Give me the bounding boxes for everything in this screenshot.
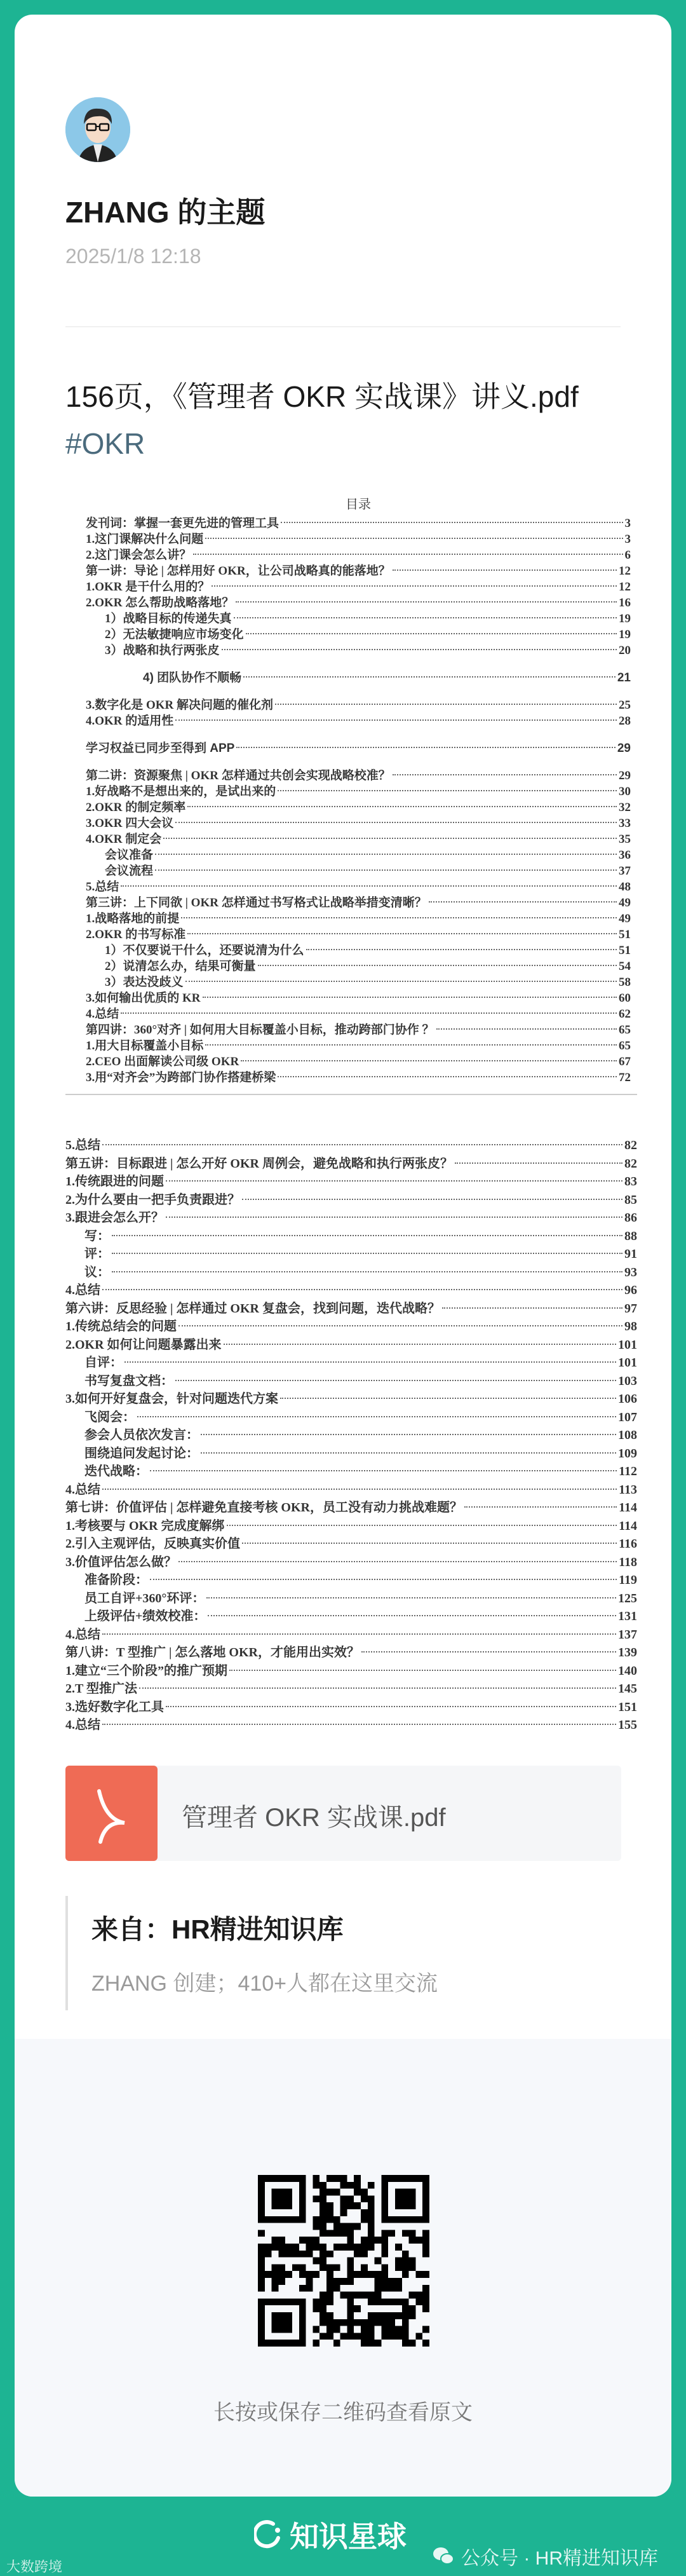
toc-leader <box>175 1380 616 1381</box>
toc-row <box>86 697 631 713</box>
toc-row <box>86 1054 631 1070</box>
toc-entry: 3）表达没歧义 <box>105 976 184 989</box>
toc-leader <box>124 1361 616 1363</box>
toc-row <box>65 1607 637 1626</box>
toc-row <box>86 1070 631 1086</box>
toc-leader <box>205 1044 617 1046</box>
toc-leader <box>464 1506 617 1508</box>
hashtag-link[interactable]: #OKR <box>65 427 145 460</box>
toc-entry: 第一讲：导论 | 怎样用好 OKR，让公司战略真的能落地？ <box>86 564 391 578</box>
toc-leader <box>275 704 617 705</box>
toc-page-number: 33 <box>619 817 631 830</box>
toc-row <box>65 1553 637 1572</box>
toc-leader <box>121 1012 617 1014</box>
toc-row <box>86 579 631 595</box>
toc-page-number: 35 <box>619 833 631 846</box>
author-name: ZHANG 的主题 <box>65 196 266 229</box>
toc-entry: 3.如何开好复盘会，针对问题迭代方案 <box>65 1392 278 1406</box>
toc-row <box>86 911 631 927</box>
toc-page-number: 88 <box>624 1229 637 1243</box>
toc-entry: 2）说清怎么办，结果可衡量 <box>105 960 256 973</box>
toc-page-number: 29 <box>617 742 631 755</box>
post-date: 2025/1/8 12:18 <box>65 245 201 268</box>
toc-list <box>65 1136 637 1734</box>
toc-row <box>86 670 631 686</box>
toc-entry: 4.总结 <box>65 1283 100 1297</box>
toc-page-number: 65 <box>619 1023 631 1037</box>
toc-row <box>86 895 631 911</box>
toc-row <box>86 800 631 815</box>
toc-row <box>65 1390 637 1408</box>
toc-entry: 发刊词：掌握一套更先进的管理工具 <box>86 517 279 530</box>
toc-leader <box>243 676 615 678</box>
toc-row <box>86 740 631 756</box>
toc-leader <box>102 1724 616 1725</box>
source-title: 来自：HR精进知识库 <box>91 1914 344 1944</box>
toc-row <box>86 515 631 531</box>
toc-entry: 自评： <box>84 1356 123 1370</box>
toc-row <box>86 713 631 729</box>
toc-entry: 3）战略和执行两张皮 <box>105 644 220 657</box>
toc-entry: 评： <box>84 1247 110 1261</box>
toc-page-number: 96 <box>624 1283 637 1297</box>
toc-page-number: 116 <box>619 1537 637 1551</box>
toc-row <box>65 1481 637 1499</box>
toc-page-number: 86 <box>624 1211 637 1225</box>
toc-page-number: 48 <box>619 880 631 894</box>
toc-row <box>65 1662 637 1680</box>
toc-row <box>65 1716 637 1734</box>
toc-page-number: 107 <box>618 1410 637 1424</box>
toc-page-number: 67 <box>619 1055 631 1068</box>
toc-row <box>65 1336 637 1354</box>
toc-row <box>65 1354 637 1372</box>
toc-entry: 1.OKR 是干什么用的？ <box>86 580 210 594</box>
toc-page-number: 83 <box>624 1175 637 1189</box>
toc-entry: 第五讲：目标跟进 | 怎么开好 OKR 周例会，避免战略和执行两张皮？ <box>65 1156 453 1171</box>
toc-leader <box>102 1144 622 1145</box>
toc-leader <box>175 719 617 721</box>
watermark-wechat <box>432 2542 658 2570</box>
topic-card <box>15 15 671 2497</box>
avatar-illustration-icon <box>65 97 130 162</box>
toc-entry: 2）无法敏捷响应市场变化 <box>105 628 244 641</box>
toc-page-number: 137 <box>618 1627 637 1642</box>
footer-brand <box>254 2514 407 2556</box>
toc-entry: 5.总结 <box>65 1138 100 1152</box>
toc-page-number: 54 <box>619 960 631 973</box>
toc-entry: 2.为什么要由一把手负责跟进？ <box>65 1192 240 1207</box>
toc-leader <box>178 1325 622 1326</box>
toc-leader <box>187 933 617 934</box>
source-subtitle: ZHANG 创建；410+人都在这里交流 <box>91 1972 438 1996</box>
toc-row <box>86 815 631 831</box>
toc-entry: 4.OKR 制定会 <box>86 833 162 846</box>
toc-entry: 第二讲：资源聚焦 | OKR 怎样通过共创会实现战略校准？ <box>86 769 391 782</box>
toc-entry: 书写复盘文档： <box>84 1373 173 1388</box>
toc-entry: 3.OKR 四大会议 <box>86 817 174 830</box>
toc-entry: 3.数字化是 OKR 解决问题的催化剂 <box>86 699 274 712</box>
toc-row <box>65 1462 637 1481</box>
toc-row <box>65 1318 637 1336</box>
toc-row <box>65 1408 637 1427</box>
toc-entry: 3.选好数字化工具 <box>65 1700 164 1714</box>
toc-entry: 4.总结 <box>86 1007 119 1021</box>
qr-section <box>15 2039 671 2497</box>
watermark-text: 公众号 · HR精进知识库 <box>461 2548 658 2569</box>
toc-row <box>86 643 631 658</box>
toc-entry: 学习权益已同步至得到 APP <box>86 742 235 755</box>
toc-page-number: 30 <box>619 785 631 798</box>
toc-leader <box>234 617 617 618</box>
toc-page-number: 106 <box>618 1392 637 1406</box>
toc-leader <box>201 1434 616 1435</box>
toc-entry: 1.好战略不是想出来的，是试出来的 <box>86 785 276 798</box>
toc-row <box>86 1006 631 1022</box>
toc-page-number: 37 <box>619 864 631 878</box>
toc-entry: 4.总结 <box>65 1718 100 1732</box>
toc-leader <box>112 1235 622 1236</box>
toc-page-number: 98 <box>624 1319 637 1333</box>
toc-entry: 3.如何输出优质的 KR <box>86 992 201 1005</box>
toc-leader <box>193 554 622 555</box>
toc-leader <box>280 1398 616 1399</box>
toc-row <box>65 1445 637 1463</box>
toc-leader <box>281 522 622 523</box>
toc-leader <box>246 633 617 634</box>
toc-row <box>65 1590 637 1608</box>
toc-row <box>65 1571 637 1590</box>
toc-entry: 1.战略落地的前提 <box>86 912 180 925</box>
toc-page-number: 29 <box>619 769 631 782</box>
toc-page-number: 6 <box>624 549 631 562</box>
toc-leader <box>241 1060 617 1061</box>
toc-leader <box>436 1028 617 1030</box>
toc-row <box>65 1517 637 1536</box>
toc-row <box>86 611 631 627</box>
toc-entry: 上级评估+绩效校准： <box>84 1609 206 1623</box>
toc-row <box>65 1372 637 1391</box>
toc-entry: 1.考核要与 OKR 完成度解绑 <box>65 1518 225 1533</box>
toc-leader <box>102 1489 617 1490</box>
toc-leader <box>201 1452 616 1454</box>
toc-row <box>65 1680 637 1698</box>
toc-leader <box>227 1525 617 1526</box>
toc-row <box>65 1155 637 1173</box>
toc-row <box>65 1245 637 1264</box>
toc-row <box>65 1300 637 1318</box>
toc-entry: 写： <box>84 1229 110 1243</box>
toc-leader <box>187 806 617 807</box>
toc-leader <box>112 1271 622 1272</box>
toc-entry: 1.这门课解决什么问题 <box>86 533 204 546</box>
toc-page-number: 32 <box>619 801 631 814</box>
toc-page-number: 19 <box>619 612 631 625</box>
toc-leader <box>242 1199 622 1200</box>
toc-entry: 会议准备 <box>105 848 154 862</box>
toc-title: 目录 <box>346 498 371 512</box>
toc-entry: 飞阅会： <box>84 1410 135 1424</box>
toc-page-number: 12 <box>619 580 631 594</box>
toc-entry: 3.用“对齐会”为跨部门协作搭建桥梁 <box>86 1071 276 1084</box>
toc-leader <box>185 981 617 982</box>
toc-page-number: 113 <box>619 1482 637 1497</box>
toc-row <box>65 1426 637 1445</box>
toc-row <box>65 1644 637 1662</box>
qr-code[interactable] <box>258 2175 429 2347</box>
toc-entry: 2.这门课会怎么讲？ <box>86 549 192 562</box>
toc-leader <box>212 585 617 587</box>
toc-leader <box>242 1543 617 1544</box>
toc-page-number: 21 <box>617 671 631 685</box>
toc-leader <box>166 1216 622 1218</box>
toc-leader <box>442 1307 622 1309</box>
toc-page-number: 49 <box>619 912 631 925</box>
toc-leader <box>178 1561 617 1562</box>
toc-leader <box>229 1670 616 1671</box>
brand-name: 知识星球 <box>290 2520 407 2553</box>
toc-page-number: 145 <box>618 1682 637 1696</box>
divider <box>65 326 621 327</box>
toc-row <box>86 990 631 1006</box>
toc-row <box>65 1626 637 1644</box>
avatar[interactable] <box>65 97 130 162</box>
toc-entry: 第四讲：360°对齐 | 如何用大目标覆盖小目标，推动跨部门协作 ？ <box>86 1023 434 1037</box>
toc-leader <box>361 1651 616 1653</box>
toc-leader <box>139 1687 616 1689</box>
toc-page-number: 125 <box>618 1591 637 1605</box>
toc-page-number: 108 <box>618 1428 637 1442</box>
toc-row <box>65 1191 637 1210</box>
toc-leader <box>306 949 617 950</box>
toc-row <box>65 1535 637 1553</box>
toc-row <box>86 547 631 563</box>
toc-entry: 围绕追问发起讨论： <box>84 1446 199 1461</box>
toc-row <box>86 863 631 879</box>
toc-row <box>65 1209 637 1227</box>
toc-entry: 员工自评+360°环评： <box>84 1591 205 1605</box>
toc-row <box>86 958 631 974</box>
toc-entry: 1）战略目标的传递失真 <box>105 612 232 625</box>
toc-page-number: 139 <box>618 1646 637 1659</box>
toc-page-number: 101 <box>618 1356 637 1370</box>
toc-page-number: 82 <box>624 1138 637 1152</box>
watermark-left: 大数跨境 <box>6 2559 63 2575</box>
toc-page-number: 118 <box>619 1555 637 1569</box>
toc-entry: 1.传统总结会的问题 <box>65 1319 177 1333</box>
toc-page-number: 16 <box>619 596 631 610</box>
toc-leader <box>112 1253 622 1254</box>
toc-entry: 会议流程 <box>105 864 154 878</box>
toc-leader <box>203 997 617 998</box>
toc-row <box>86 927 631 943</box>
post-title: 156页，《管理者 OKR 实战课》讲义.pdf <box>65 380 579 413</box>
toc-entry: 准备阶段： <box>84 1573 148 1587</box>
toc-page-number: 101 <box>618 1337 637 1352</box>
toc-leader <box>155 869 617 871</box>
toc-page-number: 49 <box>619 896 631 910</box>
toc-entry: 2.T 型推广法 <box>65 1682 137 1696</box>
toc-page-number: 140 <box>618 1663 637 1678</box>
toc-row <box>86 563 631 579</box>
toc-page-number: 114 <box>619 1518 637 1533</box>
toc-row <box>86 595 631 611</box>
toc-row <box>65 1136 637 1155</box>
toc-row <box>65 1227 637 1246</box>
toc-entry: 1.建立“三个阶段”的推广预期 <box>65 1663 227 1678</box>
toc-image-page-2[interactable] <box>65 1130 637 1740</box>
toc-leader <box>455 1162 622 1164</box>
toc-entry: 第六讲：反思经验 | 怎样通过 OKR 复盘会，找到问题，迭代战略？ <box>65 1301 440 1316</box>
toc-leader <box>102 1633 616 1635</box>
toc-leader <box>155 854 617 855</box>
toc-leader <box>205 538 622 539</box>
toc-leader <box>236 601 617 603</box>
toc-entry: 1.用大目标覆盖小目标 <box>86 1039 204 1053</box>
toc-leader <box>166 1180 622 1182</box>
toc-page-number: 36 <box>619 848 631 862</box>
toc-entry: 5.总结 <box>86 880 119 894</box>
toc-row <box>86 847 631 863</box>
toc-row <box>86 879 631 895</box>
toc-page-number: 82 <box>624 1156 637 1171</box>
toc-page-number: 28 <box>619 714 631 728</box>
toc-list <box>86 515 631 1086</box>
wechat-icon <box>432 2546 455 2566</box>
toc-leader <box>278 790 617 791</box>
toc-leader <box>150 1470 617 1471</box>
toc-page-number: 12 <box>619 564 631 578</box>
toc-entry: 3.价值评估怎么做？ <box>65 1555 177 1569</box>
toc-leader <box>393 774 617 775</box>
toc-row <box>86 531 631 547</box>
toc-entry: 4.总结 <box>65 1627 100 1642</box>
toc-row <box>86 1038 631 1054</box>
toc-entry: 第七讲：价值评估 | 怎样避免直接考核 OKR，员工没有动力挑战难题？ <box>65 1501 462 1515</box>
toc-image-page-1[interactable] <box>65 485 637 1095</box>
toc-page-number: 65 <box>619 1039 631 1053</box>
toc-entry: 2.CEO 出面解读公司级 OKR <box>86 1055 239 1068</box>
toc-page-number: 151 <box>618 1700 637 1714</box>
source-block[interactable] <box>65 1896 438 2010</box>
toc-page-number: 91 <box>624 1247 637 1261</box>
toc-row <box>65 1499 637 1517</box>
toc-leader <box>236 747 615 748</box>
toc-leader <box>137 1416 616 1417</box>
toc-page-number: 20 <box>619 644 631 657</box>
toc-entry: 3.跟进会怎么开？ <box>65 1211 164 1225</box>
toc-row <box>86 943 631 958</box>
toc-entry: 4) 团队协作不顺畅 <box>143 671 242 685</box>
toc-page-number: 112 <box>619 1464 637 1478</box>
toc-leader <box>208 1615 616 1616</box>
toc-row <box>65 1173 637 1191</box>
toc-entry: 1）不仅要说干什么，还要说清为什么 <box>105 944 304 957</box>
toc-page-number: 25 <box>619 699 631 712</box>
toc-leader <box>222 649 617 650</box>
toc-row <box>86 627 631 643</box>
toc-entry: 2.OKR 怎么帮助战略落地？ <box>86 596 234 610</box>
toc-page-number: 85 <box>624 1192 637 1207</box>
toc-leader <box>150 1579 617 1580</box>
toc-leader <box>181 917 617 918</box>
toc-page-number: 3 <box>624 517 631 530</box>
toc-leader <box>102 1289 622 1290</box>
toc-leader <box>278 1076 617 1077</box>
toc-row <box>65 1698 637 1717</box>
toc-row <box>86 1022 631 1038</box>
toc-page-number: 93 <box>624 1265 637 1279</box>
toc-page-number: 103 <box>618 1373 637 1388</box>
attachment-name: 管理者 OKR 实战课.pdf <box>182 1804 446 1832</box>
toc-entry: 4.总结 <box>65 1482 100 1497</box>
toc-row <box>86 784 631 800</box>
toc-entry: 迭代战略： <box>84 1464 148 1478</box>
toc-page-number: 155 <box>618 1718 637 1732</box>
toc-page-number: 114 <box>619 1501 637 1515</box>
pdf-icon <box>65 1766 158 1861</box>
toc-leader <box>393 569 617 571</box>
toc-row <box>86 768 631 784</box>
attachment-card[interactable] <box>65 1766 621 1861</box>
toc-page-number: 72 <box>619 1071 631 1084</box>
toc-leader <box>166 1706 616 1707</box>
toc-page-number: 51 <box>619 928 631 941</box>
toc-leader <box>121 885 617 887</box>
toc-entry: 2.引入主观评估，反映真实价值 <box>65 1537 240 1551</box>
toc-entry: 2.OKR 如何让问题暴露出来 <box>65 1337 222 1352</box>
toc-page-number: 60 <box>619 992 631 1005</box>
toc-entry: 2.OKR 的制定频率 <box>86 801 186 814</box>
toc-leader <box>258 965 617 966</box>
toc-row <box>65 1264 637 1282</box>
toc-page-number: 58 <box>619 976 631 989</box>
toc-page-number: 119 <box>619 1573 637 1587</box>
toc-page-number: 109 <box>618 1446 637 1461</box>
toc-page-number: 19 <box>619 628 631 641</box>
toc-page-number: 97 <box>624 1301 637 1316</box>
toc-page-number: 51 <box>619 944 631 957</box>
toc-row <box>86 974 631 990</box>
toc-entry: 1.传统跟进的问题 <box>65 1175 164 1189</box>
toc-leader <box>163 838 617 839</box>
toc-entry: 参会人员依次发言： <box>84 1428 199 1442</box>
toc-entry: 2.OKR 的书写标准 <box>86 928 186 941</box>
toc-leader <box>224 1344 616 1345</box>
toc-entry: 第八讲：T 型推广 | 怎么落地 OKR，才能用出实效？ <box>65 1646 360 1659</box>
toc-entry: 第三讲：上下同欲 | OKR 怎样通过书写格式让战略举措变清晰？ <box>86 896 427 910</box>
toc-page-number: 131 <box>618 1609 637 1623</box>
toc-row <box>65 1281 637 1300</box>
toc-leader <box>206 1597 616 1598</box>
toc-page-number: 3 <box>624 533 631 546</box>
planet-logo-icon <box>254 2519 282 2551</box>
qr-caption: 长按或保存二维码查看原文 <box>213 2401 473 2425</box>
toc-entry: 4.OKR 的适用性 <box>86 714 174 728</box>
toc-entry: 议： <box>84 1265 110 1279</box>
toc-page-number: 62 <box>619 1007 631 1021</box>
toc-leader <box>429 901 617 903</box>
toc-leader <box>175 822 617 823</box>
toc-row <box>86 831 631 847</box>
